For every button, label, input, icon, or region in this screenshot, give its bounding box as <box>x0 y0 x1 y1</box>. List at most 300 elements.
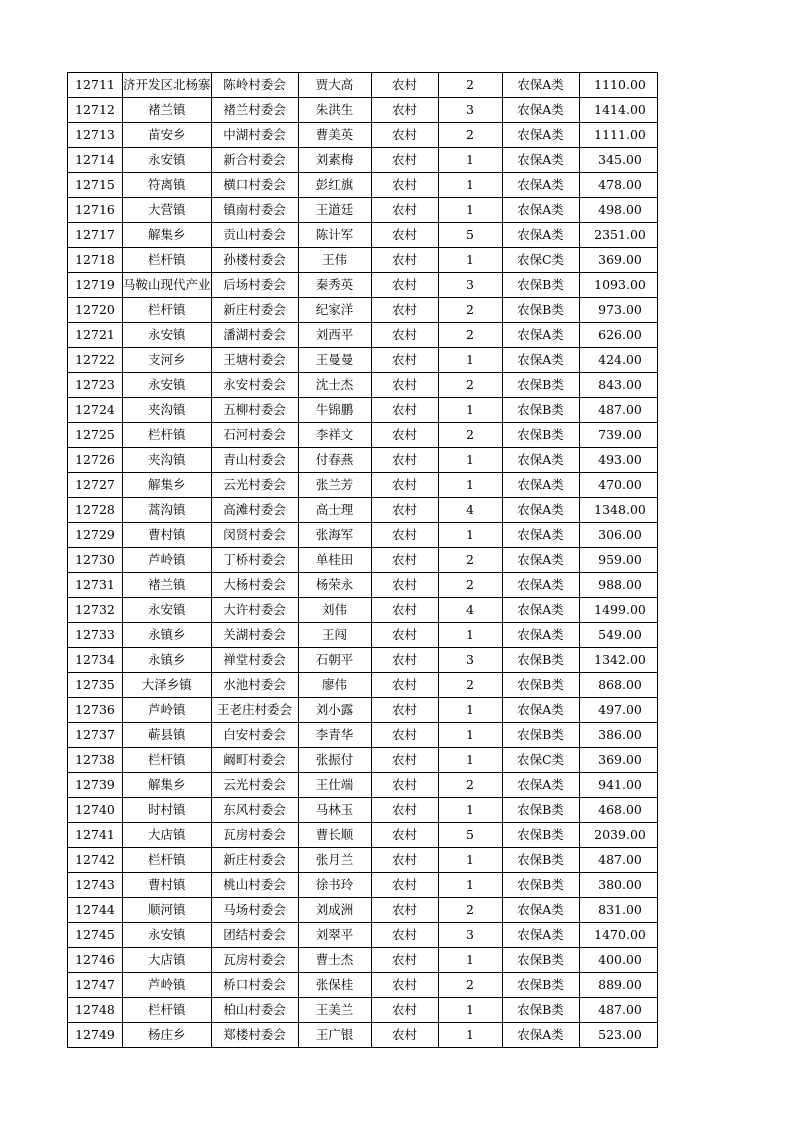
cell-town-text: 时村镇 <box>148 802 186 817</box>
cell-count <box>438 548 502 573</box>
cell-seq-text: 12716 <box>75 202 115 217</box>
cell-town <box>123 723 212 748</box>
cell-amount <box>579 898 657 923</box>
cell-village-text: 桃山村委会 <box>223 877 286 892</box>
cell-count-text: 1 <box>466 152 474 167</box>
cell-category <box>502 623 579 648</box>
cell-town-text: 大店镇 <box>148 952 186 967</box>
cell-name-text: 王仕端 <box>315 777 354 792</box>
cell-town <box>123 523 212 548</box>
cell-village <box>211 923 298 948</box>
cell-amount-text: 306.00 <box>598 527 642 542</box>
cell-village <box>211 673 298 698</box>
cell-town <box>123 298 212 323</box>
cell-seq <box>68 223 123 248</box>
cell-village-text: 桥口村委会 <box>223 977 286 992</box>
cell-category <box>502 598 579 623</box>
cell-type-text: 农村 <box>392 202 418 217</box>
cell-count <box>438 598 502 623</box>
cell-count <box>438 623 502 648</box>
cell-town <box>123 998 212 1023</box>
cell-name-text: 李青华 <box>315 727 354 742</box>
cell-seq-text: 12721 <box>75 327 115 342</box>
cell-count <box>438 73 502 98</box>
cell-category-text: 农保B类 <box>517 952 564 967</box>
cell-count-text: 1 <box>466 1002 474 1017</box>
cell-count-text: 1 <box>466 177 474 192</box>
cell-village-text: 褚兰村委会 <box>223 102 286 117</box>
cell-amount <box>579 423 657 448</box>
cell-type-text: 农村 <box>392 902 418 917</box>
table-row <box>68 598 658 623</box>
cell-seq-text: 12717 <box>75 227 115 242</box>
cell-type-text: 农村 <box>392 1027 418 1042</box>
cell-category-text: 农保A类 <box>517 602 564 617</box>
cell-count <box>438 673 502 698</box>
cell-type <box>371 748 438 773</box>
cell-town-text: 夹沟镇 <box>148 402 186 417</box>
cell-town-text: 芦岭镇 <box>148 977 186 992</box>
cell-amount <box>579 523 657 548</box>
cell-type <box>371 248 438 273</box>
cell-name-text: 曹美英 <box>315 127 354 142</box>
table-row <box>68 973 658 998</box>
cell-type <box>371 448 438 473</box>
cell-name-text: 单桂田 <box>315 552 354 567</box>
cell-amount <box>579 698 657 723</box>
cell-type <box>371 348 438 373</box>
table-row <box>68 448 658 473</box>
cell-amount <box>579 998 657 1023</box>
cell-amount-text: 470.00 <box>598 477 642 492</box>
cell-category-text: 农保C类 <box>516 252 565 267</box>
table-row <box>68 398 658 423</box>
cell-count <box>438 1023 502 1048</box>
cell-count <box>438 398 502 423</box>
cell-town-text: 永安镇 <box>148 602 186 617</box>
cell-name-text: 王曼曼 <box>315 352 354 367</box>
cell-count <box>438 948 502 973</box>
cell-seq-text: 12724 <box>75 402 115 417</box>
cell-amount-text: 549.00 <box>598 627 642 642</box>
cell-category-text: 农保C类 <box>516 752 565 767</box>
cell-seq-text: 12733 <box>75 627 115 642</box>
cell-name-text: 刘伟 <box>322 602 348 617</box>
cell-name <box>298 923 371 948</box>
cell-category-text: 农保B类 <box>517 677 564 692</box>
cell-town <box>123 948 212 973</box>
table-row <box>68 498 658 523</box>
cell-town-text: 栏杆镇 <box>148 852 186 867</box>
cell-amount <box>579 773 657 798</box>
cell-type-text: 农村 <box>392 502 418 517</box>
cell-name <box>298 198 371 223</box>
cell-count-text: 2 <box>466 377 474 392</box>
cell-town-text: 永安镇 <box>148 377 186 392</box>
cell-town <box>123 973 212 998</box>
cell-town-text: 栏杆镇 <box>148 1002 186 1017</box>
cell-amount <box>579 873 657 898</box>
cell-amount-text: 1470.00 <box>594 927 646 942</box>
cell-amount-text: 1111.00 <box>594 127 646 142</box>
cell-amount <box>579 348 657 373</box>
cell-amount-text: 988.00 <box>598 577 642 592</box>
cell-name <box>298 798 371 823</box>
cell-category-text: 农保B类 <box>517 802 564 817</box>
cell-type <box>371 73 438 98</box>
cell-type-text: 农村 <box>392 677 418 692</box>
cell-village-text: 阚町村委会 <box>223 752 286 767</box>
cell-town <box>123 173 212 198</box>
cell-seq-text: 12729 <box>75 527 115 542</box>
cell-town-text: 栏杆镇 <box>148 427 186 442</box>
cell-category <box>502 348 579 373</box>
cell-name-text: 曹士杰 <box>315 952 354 967</box>
cell-type-text: 农村 <box>392 702 418 717</box>
cell-amount <box>579 298 657 323</box>
cell-amount-text: 487.00 <box>598 402 642 417</box>
cell-name <box>298 298 371 323</box>
cell-name-text: 杨荣永 <box>315 577 354 592</box>
cell-village <box>211 998 298 1023</box>
cell-category-text: 农保B类 <box>517 877 564 892</box>
cell-count-text: 5 <box>466 227 474 242</box>
cell-seq-text: 12730 <box>75 552 115 567</box>
table-row <box>68 673 658 698</box>
table-row <box>68 923 658 948</box>
cell-name <box>298 273 371 298</box>
cell-town-text: 栏杆镇 <box>148 302 186 317</box>
cell-count-text: 1 <box>466 352 474 367</box>
cell-seq-text: 12748 <box>75 1002 115 1017</box>
cell-count <box>438 473 502 498</box>
table-row <box>68 823 658 848</box>
cell-seq <box>68 423 123 448</box>
cell-amount-text: 400.00 <box>598 952 642 967</box>
cell-town <box>123 773 212 798</box>
table-row <box>68 423 658 448</box>
cell-town-text: 芦岭镇 <box>148 552 186 567</box>
cell-town <box>123 448 212 473</box>
cell-town <box>123 648 212 673</box>
cell-count <box>438 498 502 523</box>
cell-name <box>298 523 371 548</box>
cell-category-text: 农保A类 <box>517 527 564 542</box>
cell-category <box>502 573 579 598</box>
cell-village-text: 王塘村委会 <box>223 352 286 367</box>
cell-count <box>438 848 502 873</box>
cell-amount <box>579 573 657 598</box>
cell-type <box>371 873 438 898</box>
cell-village-text: 云光村委会 <box>223 477 286 492</box>
cell-town-text: 支河乡 <box>148 352 186 367</box>
cell-category-text: 农保A类 <box>517 927 564 942</box>
cell-village <box>211 298 298 323</box>
cell-category <box>502 498 579 523</box>
cell-amount-text: 739.00 <box>598 427 642 442</box>
cell-type <box>371 998 438 1023</box>
cell-count-text: 2 <box>466 902 474 917</box>
cell-amount-text: 487.00 <box>598 1002 642 1017</box>
cell-town-text: 解集乡 <box>148 477 186 492</box>
cell-type <box>371 623 438 648</box>
cell-amount-text: 1414.00 <box>594 102 646 117</box>
cell-village-text: 潘湖村委会 <box>223 327 286 342</box>
cell-village <box>211 973 298 998</box>
cell-category-text: 农保A类 <box>517 177 564 192</box>
cell-town <box>123 598 212 623</box>
cell-village-text: 关湖村委会 <box>223 627 286 642</box>
cell-count <box>438 748 502 773</box>
cell-amount-text: 1110.00 <box>594 77 646 92</box>
cell-category-text: 农保B类 <box>517 427 564 442</box>
cell-seq-text: 12731 <box>75 577 115 592</box>
cell-category <box>502 223 579 248</box>
cell-seq-text: 12735 <box>75 677 115 692</box>
cell-count-text: 1 <box>466 627 474 642</box>
cell-name <box>298 1023 371 1048</box>
cell-town <box>123 873 212 898</box>
cell-village <box>211 523 298 548</box>
cell-town <box>123 848 212 873</box>
cell-category-text: 农保B类 <box>517 827 564 842</box>
cell-count-text: 2 <box>466 677 474 692</box>
cell-seq-text: 12740 <box>75 802 115 817</box>
cell-category <box>502 923 579 948</box>
cell-village-text: 瓦房村委会 <box>223 827 286 842</box>
cell-category-text: 农保B类 <box>517 727 564 742</box>
cell-village-text: 闵贤村委会 <box>223 527 286 542</box>
cell-amount-text: 493.00 <box>598 452 642 467</box>
cell-category <box>502 523 579 548</box>
cell-count-text: 1 <box>466 802 474 817</box>
cell-count-text: 3 <box>466 927 474 942</box>
cell-type-text: 农村 <box>392 127 418 142</box>
cell-category <box>502 823 579 848</box>
cell-name <box>298 623 371 648</box>
cell-category-text: 农保A类 <box>517 152 564 167</box>
cell-name-text: 王闯 <box>322 627 348 642</box>
cell-amount-text: 2351.00 <box>594 227 646 242</box>
cell-name <box>298 398 371 423</box>
cell-category <box>502 373 579 398</box>
cell-seq <box>68 923 123 948</box>
cell-village-text: 横口村委会 <box>223 177 286 192</box>
cell-village-text: 五柳村委会 <box>223 402 286 417</box>
cell-category <box>502 423 579 448</box>
cell-village <box>211 748 298 773</box>
cell-category-text: 农保B类 <box>517 402 564 417</box>
table-row <box>68 223 658 248</box>
cell-type-text: 农村 <box>392 527 418 542</box>
cell-category <box>502 248 579 273</box>
cell-count <box>438 98 502 123</box>
cell-count <box>438 823 502 848</box>
cell-name <box>298 873 371 898</box>
cell-category-text: 农保A类 <box>517 227 564 242</box>
cell-town-text: 永安镇 <box>148 327 186 342</box>
cell-amount <box>579 848 657 873</box>
table-row <box>68 798 658 823</box>
cell-seq <box>68 298 123 323</box>
cell-amount <box>579 398 657 423</box>
cell-town <box>123 473 212 498</box>
cell-type <box>371 223 438 248</box>
cell-amount <box>579 723 657 748</box>
cell-village <box>211 373 298 398</box>
cell-seq-text: 12719 <box>75 277 115 292</box>
cell-amount-text: 369.00 <box>598 752 642 767</box>
cell-type <box>371 98 438 123</box>
cell-count-text: 2 <box>466 302 474 317</box>
cell-amount <box>579 948 657 973</box>
table-row <box>68 473 658 498</box>
cell-type <box>371 498 438 523</box>
cell-category <box>502 198 579 223</box>
cell-count <box>438 923 502 948</box>
cell-count <box>438 148 502 173</box>
cell-type <box>371 548 438 573</box>
cell-amount <box>579 648 657 673</box>
cell-type-text: 农村 <box>392 577 418 592</box>
cell-village <box>211 548 298 573</box>
cell-name-text: 秦秀英 <box>315 277 354 292</box>
cell-category <box>502 798 579 823</box>
cell-type-text: 农村 <box>392 977 418 992</box>
cell-town <box>123 348 212 373</box>
cell-town <box>123 273 212 298</box>
cell-count <box>438 273 502 298</box>
cell-type <box>371 773 438 798</box>
cell-village-text: 水池村委会 <box>223 677 286 692</box>
cell-seq <box>68 523 123 548</box>
cell-town-text: 夹沟镇 <box>148 452 186 467</box>
cell-category <box>502 298 579 323</box>
cell-village-text: 白安村委会 <box>223 727 286 742</box>
cell-name-text: 纪家洋 <box>315 302 354 317</box>
cell-seq <box>68 473 123 498</box>
cell-amount-text: 626.00 <box>598 327 642 342</box>
cell-village-text: 柏山村委会 <box>223 1002 286 1017</box>
cell-count <box>438 323 502 348</box>
cell-seq <box>68 698 123 723</box>
table-row <box>68 323 658 348</box>
cell-type-text: 农村 <box>392 952 418 967</box>
cell-count-text: 2 <box>466 977 474 992</box>
cell-name-text: 贾大高 <box>315 77 354 92</box>
cell-type <box>371 298 438 323</box>
table-row <box>68 273 658 298</box>
cell-village <box>211 773 298 798</box>
cell-village <box>211 398 298 423</box>
cell-amount <box>579 923 657 948</box>
cell-town <box>123 573 212 598</box>
cell-name <box>298 848 371 873</box>
cell-category-text: 农保B类 <box>517 377 564 392</box>
cell-seq-text: 12722 <box>75 352 115 367</box>
cell-village-text: 大许村委会 <box>223 602 286 617</box>
cell-village <box>211 848 298 873</box>
cell-seq-text: 12741 <box>75 827 115 842</box>
cell-village <box>211 798 298 823</box>
cell-name <box>298 323 371 348</box>
cell-name-text: 刘小露 <box>315 702 354 717</box>
cell-category-text: 农保B类 <box>517 852 564 867</box>
cell-town-text: 永镇乡 <box>148 627 186 642</box>
cell-type-text: 农村 <box>392 927 418 942</box>
table-row <box>68 748 658 773</box>
cell-count-text: 1 <box>466 852 474 867</box>
cell-seq <box>68 173 123 198</box>
cell-town <box>123 798 212 823</box>
table-row <box>68 773 658 798</box>
cell-name <box>298 423 371 448</box>
table-row <box>68 648 658 673</box>
cell-seq <box>68 373 123 398</box>
cell-category-text: 农保B类 <box>517 652 564 667</box>
cell-count <box>438 448 502 473</box>
cell-amount <box>579 123 657 148</box>
cell-amount-text: 941.00 <box>598 777 642 792</box>
table-row <box>68 723 658 748</box>
cell-amount <box>579 73 657 98</box>
cell-category-text: 农保B类 <box>517 977 564 992</box>
cell-type-text: 农村 <box>392 827 418 842</box>
cell-count <box>438 648 502 673</box>
cell-category <box>502 748 579 773</box>
cell-category <box>502 123 579 148</box>
cell-category <box>502 973 579 998</box>
cell-seq <box>68 248 123 273</box>
cell-town <box>123 1023 212 1048</box>
cell-count-text: 2 <box>466 77 474 92</box>
cell-count-text: 2 <box>466 427 474 442</box>
cell-seq-text: 12739 <box>75 777 115 792</box>
cell-category <box>502 648 579 673</box>
cell-village-text: 团结村委会 <box>223 927 286 942</box>
cell-category-text: 农保A类 <box>517 702 564 717</box>
cell-name <box>298 948 371 973</box>
cell-seq <box>68 798 123 823</box>
cell-count-text: 2 <box>466 127 474 142</box>
cell-name-text: 王道廷 <box>315 202 354 217</box>
table-row <box>68 148 658 173</box>
cell-town <box>123 498 212 523</box>
cell-seq <box>68 848 123 873</box>
cell-amount <box>579 1023 657 1048</box>
cell-type <box>371 923 438 948</box>
cell-count-text: 3 <box>466 277 474 292</box>
cell-village <box>211 823 298 848</box>
cell-type <box>371 673 438 698</box>
cell-amount-text: 889.00 <box>598 977 642 992</box>
cell-town-text: 大营镇 <box>148 202 186 217</box>
roster-body <box>68 73 658 1048</box>
cell-seq-text: 12715 <box>75 177 115 192</box>
cell-name <box>298 898 371 923</box>
cell-category <box>502 73 579 98</box>
cell-amount-text: 498.00 <box>598 202 642 217</box>
cell-village-text: 东风村委会 <box>223 802 286 817</box>
cell-seq-text: 12742 <box>75 852 115 867</box>
cell-name-text: 廖伟 <box>322 677 348 692</box>
cell-type <box>371 573 438 598</box>
cell-count <box>438 248 502 273</box>
cell-amount-text: 959.00 <box>598 552 642 567</box>
cell-amount-text: 369.00 <box>598 252 642 267</box>
cell-seq-text: 12714 <box>75 152 115 167</box>
cell-category-text: 农保A类 <box>517 102 564 117</box>
